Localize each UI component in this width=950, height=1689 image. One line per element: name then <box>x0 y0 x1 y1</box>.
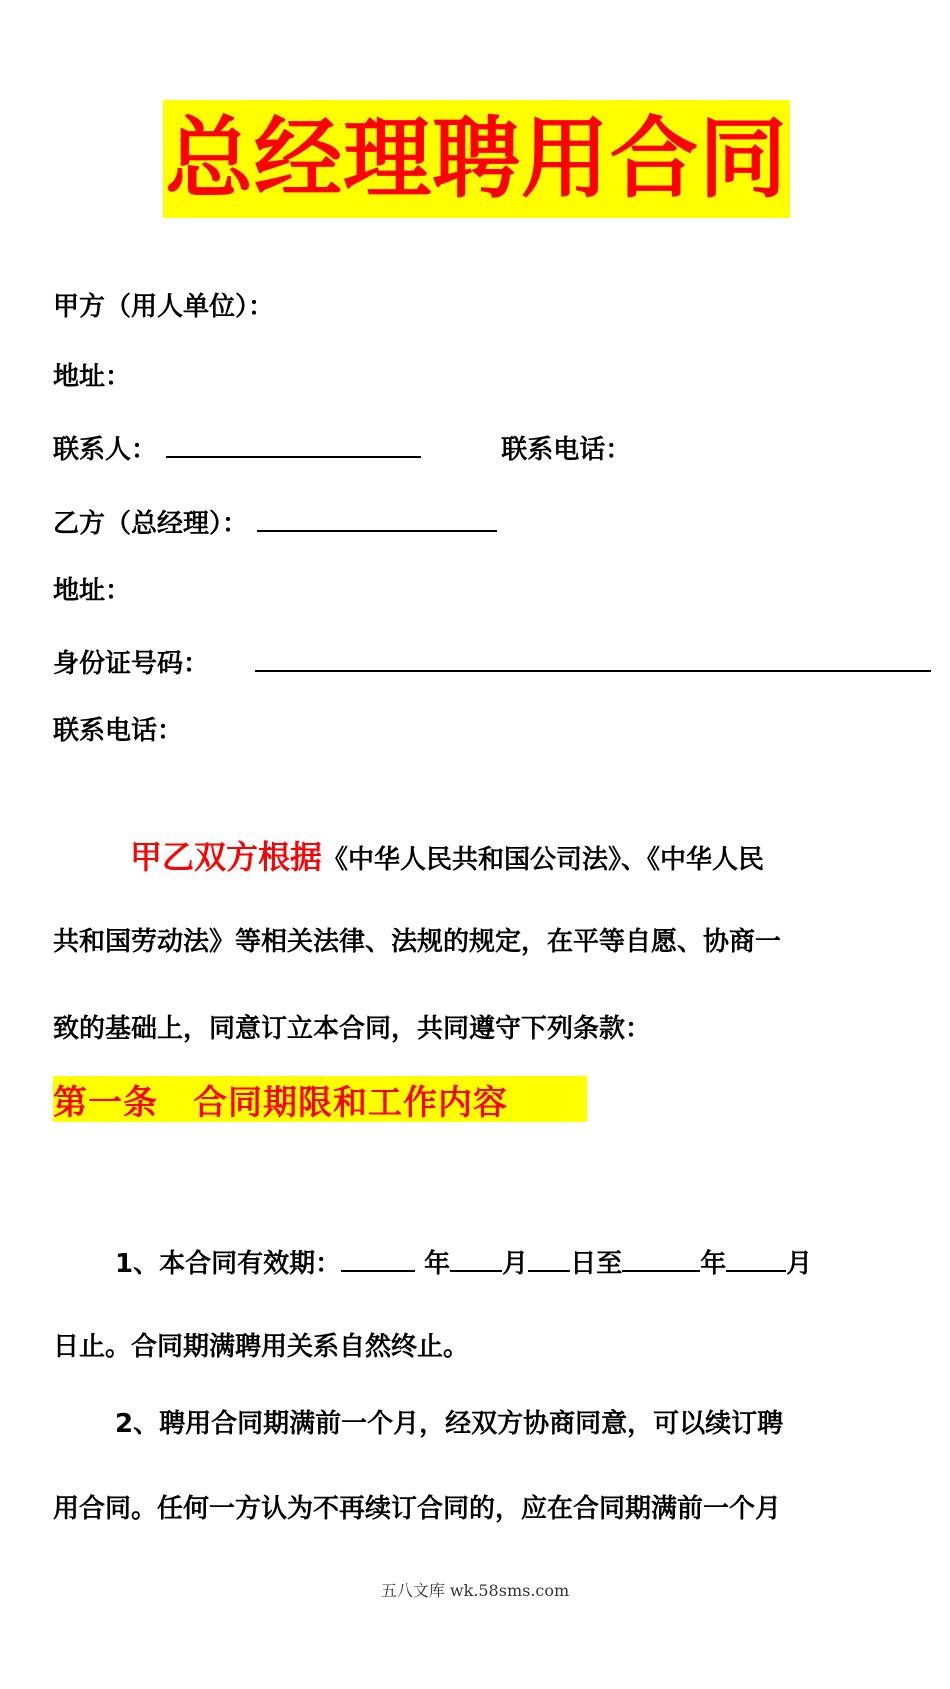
address-line-b <box>53 574 131 608</box>
start-year-blank[interactable] <box>341 1244 415 1272</box>
id-blank[interactable] <box>255 644 931 672</box>
footer-watermark: 五八文库 wk.58sms.com <box>380 1581 570 1600</box>
document-title: 总经理聘用合同 <box>164 107 788 210</box>
clause-1-month-2: 月 <box>786 1249 813 1279</box>
party-b-label: 乙方（总经理）： <box>53 509 249 539</box>
party-b-blank[interactable] <box>257 504 497 532</box>
intro-line-1 <box>130 840 950 877</box>
clause-2-text-1: 2、聘用合同期满前一个月，经双方协商同意，可以续订聘 <box>115 1409 784 1439</box>
clause-2-text-2: 用合同。任何一方认为不再续订合同的，应在合同期满前一个月 <box>53 1494 782 1524</box>
contact-phone-label: 联系电话： <box>501 435 632 465</box>
address-label-a: 地址： <box>53 362 132 392</box>
address-label-b: 地址： <box>53 576 132 606</box>
intro-line-2 <box>53 925 903 959</box>
clause-1-line-1 <box>115 1244 950 1281</box>
phone-line <box>53 714 183 748</box>
clause-2-line-1 <box>115 1407 950 1441</box>
clause-1-line-2 <box>53 1330 903 1364</box>
contact-label: 联系人： <box>53 435 158 465</box>
address-line-a <box>53 360 131 394</box>
intro-red-text: 甲乙双方根据 <box>130 838 323 876</box>
contact-line <box>53 430 631 467</box>
start-day-blank[interactable] <box>528 1244 570 1272</box>
contact-blank[interactable] <box>166 430 421 458</box>
party-a-line <box>53 290 274 324</box>
clause-2-line-2 <box>53 1492 903 1526</box>
intro-text-1: 《中华人民共和国公司法》、《中华人民 <box>322 845 765 875</box>
end-month-blank[interactable] <box>726 1244 786 1272</box>
clause-1-day: 日至 <box>570 1249 623 1279</box>
start-month-blank[interactable] <box>450 1244 502 1272</box>
clause-1-year-2: 年 <box>700 1249 727 1279</box>
party-a-label: 甲方（用人单位）： <box>53 292 275 322</box>
clause-1-text: 1、本合同有效期： <box>115 1249 342 1279</box>
intro-text-3: 致的基础上，同意订立本合同，共同遵守下列条款： <box>53 1014 652 1044</box>
clause-1-text-2: 日止。合同期满聘用关系自然终止。 <box>53 1332 470 1362</box>
clause-1-year-1: 年 <box>424 1249 451 1279</box>
party-b-line <box>53 504 497 541</box>
id-label: 身份证号码： <box>53 649 210 679</box>
id-line <box>53 644 931 681</box>
section-1-highlight <box>53 1076 587 1122</box>
title-highlight <box>163 100 790 218</box>
end-year-blank[interactable] <box>622 1244 700 1272</box>
section-1-title: 第一条 合同期限和工作内容 <box>53 1082 508 1123</box>
clause-1-month-1: 月 <box>502 1249 529 1279</box>
phone-label: 联系电话： <box>53 716 184 746</box>
intro-text-2: 共和国劳动法》等相关法律、法规的规定，在平等自愿、协商一 <box>53 927 782 957</box>
intro-line-3 <box>53 1012 903 1046</box>
